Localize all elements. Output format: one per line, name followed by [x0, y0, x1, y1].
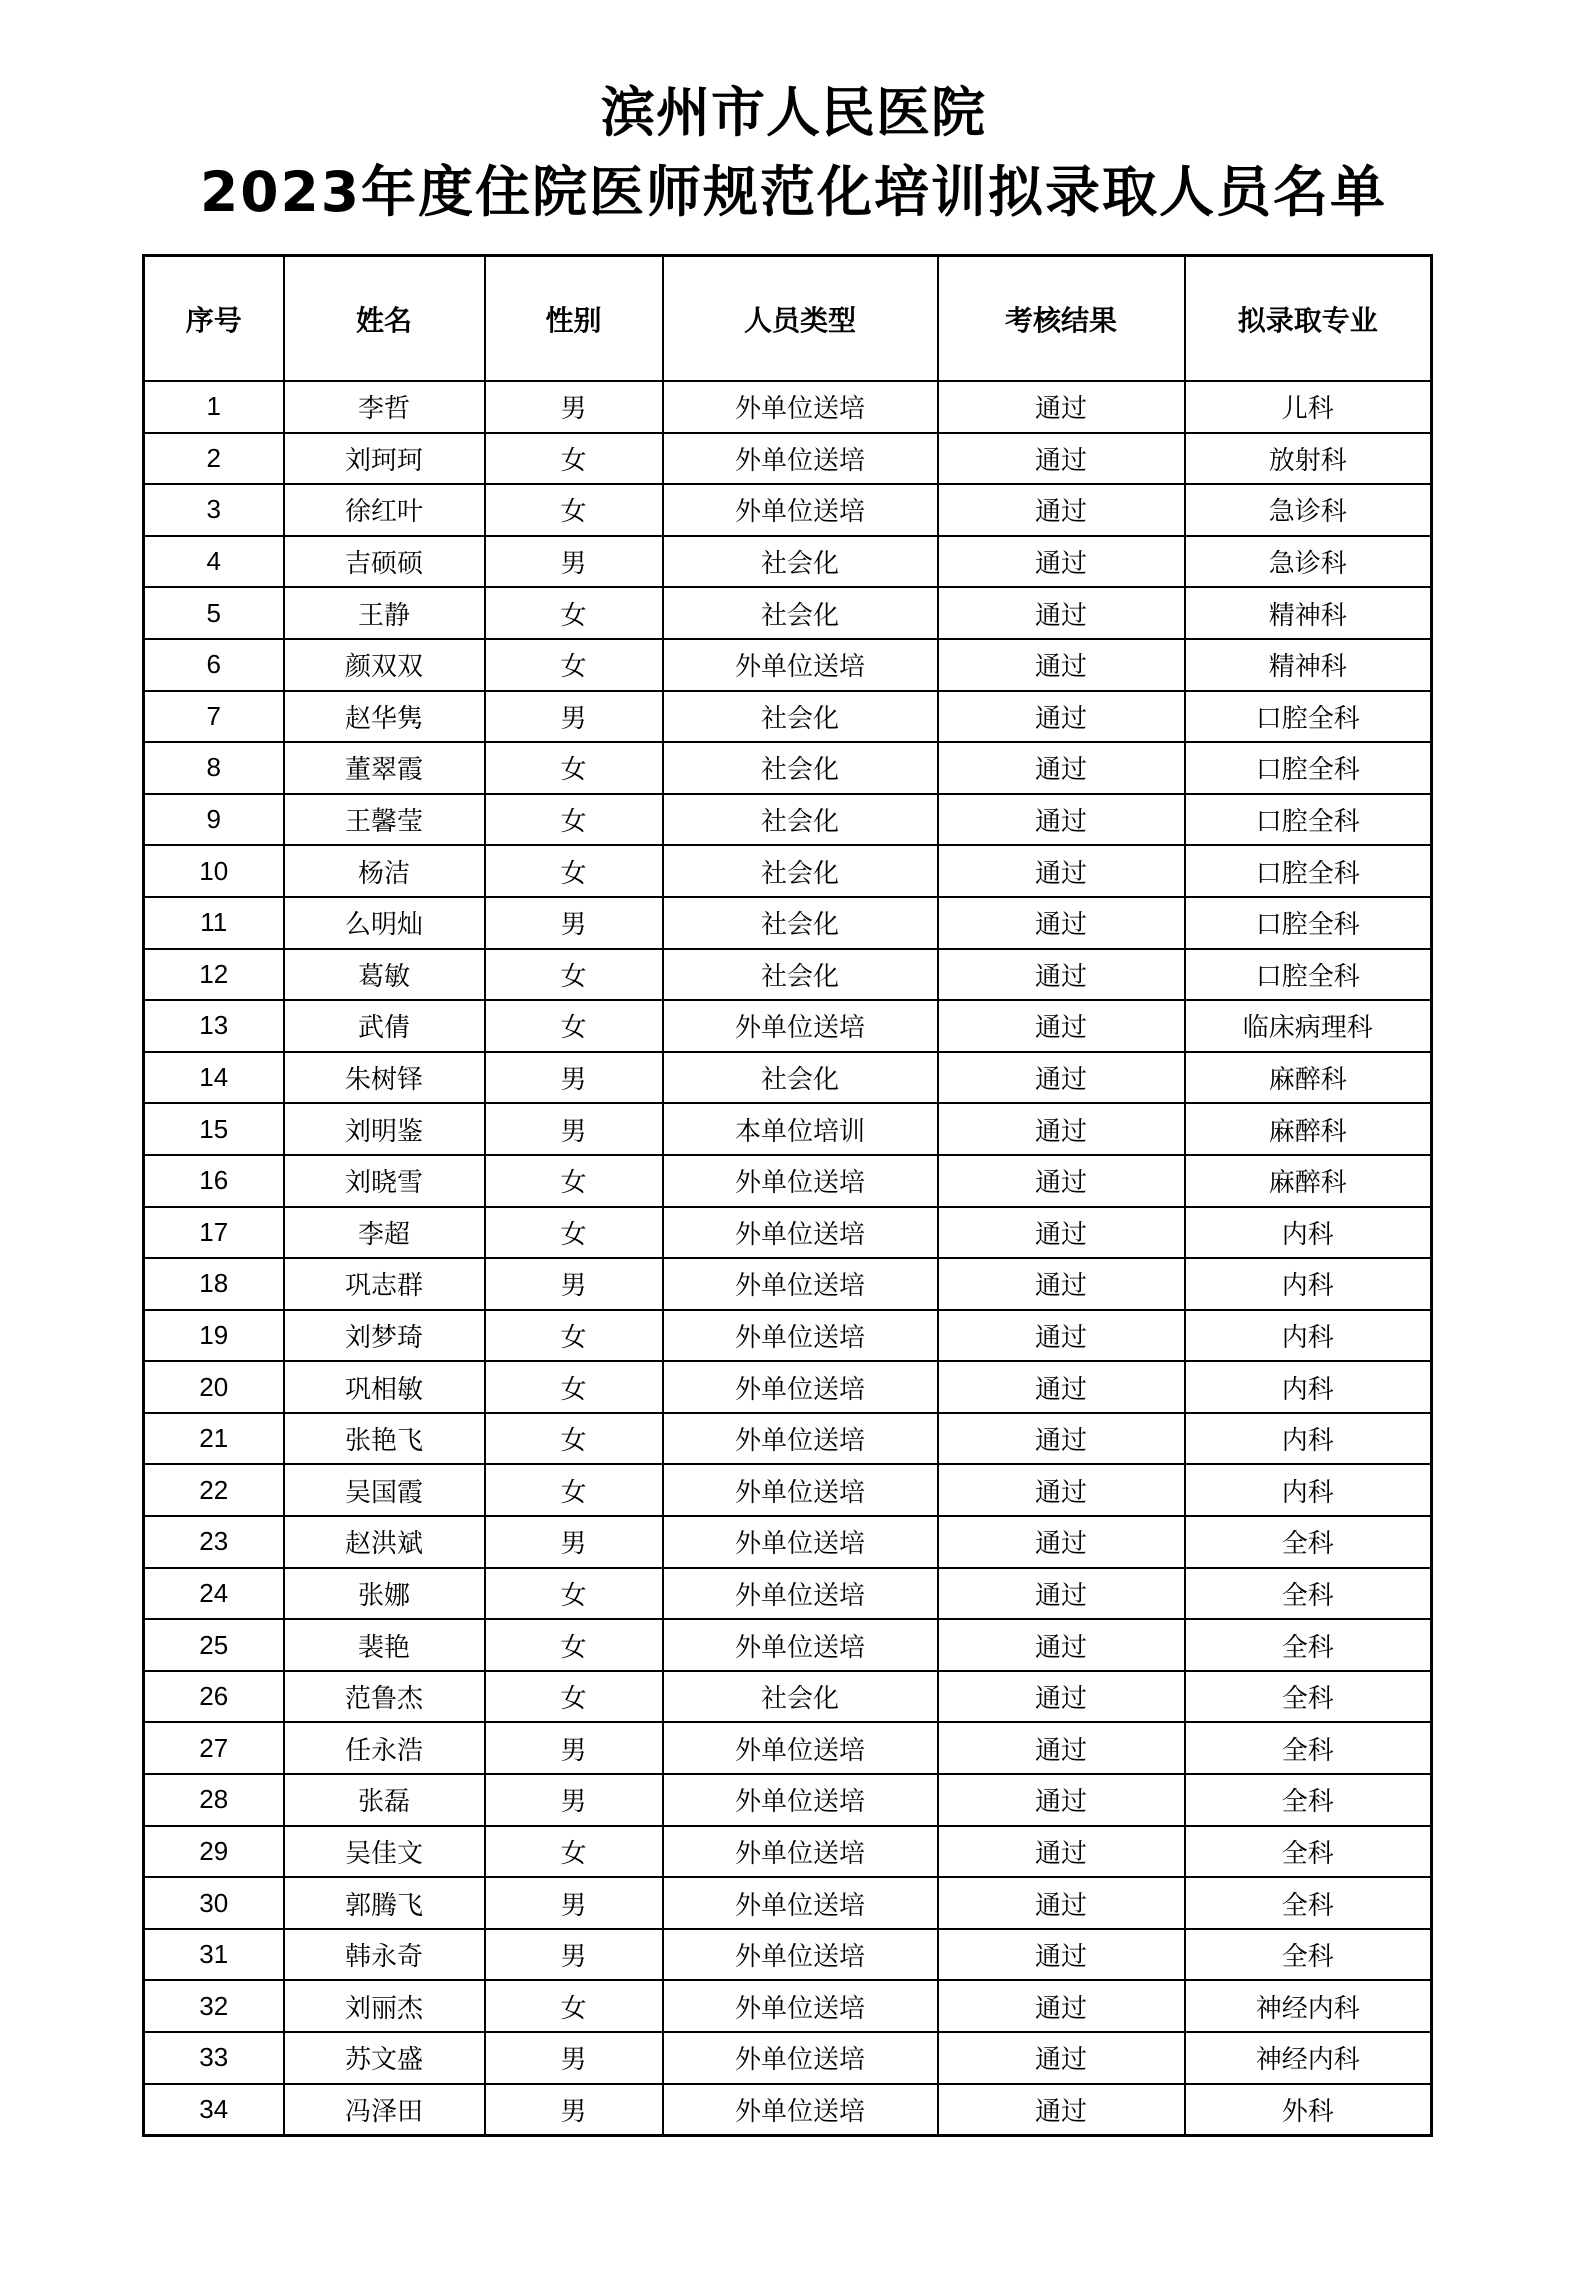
cell-personnel-type: 外单位送培 [663, 484, 938, 536]
table-row [144, 1929, 1432, 1981]
cell-gender: 女 [485, 1826, 663, 1878]
cell-gender: 女 [485, 639, 663, 691]
table-row [144, 1774, 1432, 1826]
cell-specialty: 口腔全科 [1185, 949, 1432, 1001]
cell-gender: 女 [485, 433, 663, 485]
cell-personnel-type: 外单位送培 [663, 381, 938, 433]
cell-index: 8 [144, 742, 284, 794]
cell-index: 34 [144, 2084, 284, 2136]
cell-personnel-type: 社会化 [663, 1671, 938, 1723]
table-row [144, 433, 1432, 485]
cell-index: 18 [144, 1258, 284, 1310]
cell-index: 27 [144, 1722, 284, 1774]
cell-specialty: 内科 [1185, 1361, 1432, 1413]
cell-assessment-result: 通过 [938, 484, 1185, 536]
cell-name: 杨洁 [284, 845, 485, 897]
cell-name: 朱树铎 [284, 1052, 485, 1104]
cell-specialty: 全科 [1185, 1929, 1432, 1981]
cell-name: 巩志群 [284, 1258, 485, 1310]
column-header-specialty: 拟录取专业 [1185, 256, 1432, 382]
cell-specialty: 儿科 [1185, 381, 1432, 433]
cell-index: 25 [144, 1619, 284, 1671]
cell-specialty: 全科 [1185, 1722, 1432, 1774]
header-row [144, 256, 1432, 382]
cell-assessment-result: 通过 [938, 1619, 1185, 1671]
cell-assessment-result: 通过 [938, 536, 1185, 588]
table-row [144, 1826, 1432, 1878]
table-row [144, 794, 1432, 846]
table-row [144, 1722, 1432, 1774]
cell-index: 11 [144, 897, 284, 949]
cell-specialty: 内科 [1185, 1207, 1432, 1259]
cell-index: 32 [144, 1980, 284, 2032]
cell-gender: 女 [485, 1310, 663, 1362]
cell-gender: 男 [485, 1103, 663, 1155]
cell-name: 王静 [284, 587, 485, 639]
table-row [144, 1568, 1432, 1620]
table-row [144, 897, 1432, 949]
cell-personnel-type: 外单位送培 [663, 1207, 938, 1259]
cell-gender: 男 [485, 1722, 663, 1774]
cell-name: 徐红叶 [284, 484, 485, 536]
cell-name: 颜双双 [284, 639, 485, 691]
cell-specialty: 口腔全科 [1185, 691, 1432, 743]
cell-personnel-type: 外单位送培 [663, 1516, 938, 1568]
table-row [144, 691, 1432, 743]
cell-name: 张艳飞 [284, 1413, 485, 1465]
cell-gender: 女 [485, 845, 663, 897]
cell-assessment-result: 通过 [938, 1722, 1185, 1774]
cell-index: 10 [144, 845, 284, 897]
cell-specialty: 全科 [1185, 1568, 1432, 1620]
cell-gender: 男 [485, 2032, 663, 2084]
cell-gender: 男 [485, 1258, 663, 1310]
cell-index: 28 [144, 1774, 284, 1826]
cell-assessment-result: 通过 [938, 1103, 1185, 1155]
cell-personnel-type: 外单位送培 [663, 1464, 938, 1516]
cell-personnel-type: 外单位送培 [663, 1877, 938, 1929]
cell-gender: 男 [485, 897, 663, 949]
cell-specialty: 全科 [1185, 1671, 1432, 1723]
table-row [144, 1413, 1432, 1465]
cell-specialty: 内科 [1185, 1310, 1432, 1362]
cell-assessment-result: 通过 [938, 1568, 1185, 1620]
cell-index: 7 [144, 691, 284, 743]
table-row [144, 845, 1432, 897]
cell-gender: 男 [485, 1516, 663, 1568]
cell-name: 张磊 [284, 1774, 485, 1826]
cell-personnel-type: 外单位送培 [663, 1361, 938, 1413]
cell-index: 19 [144, 1310, 284, 1362]
cell-specialty: 口腔全科 [1185, 845, 1432, 897]
cell-gender: 女 [485, 1207, 663, 1259]
cell-name: 刘明鉴 [284, 1103, 485, 1155]
table-row [144, 1361, 1432, 1413]
cell-assessment-result: 通过 [938, 1826, 1185, 1878]
cell-gender: 女 [485, 949, 663, 1001]
cell-assessment-result: 通过 [938, 691, 1185, 743]
table-row [144, 1464, 1432, 1516]
cell-specialty: 放射科 [1185, 433, 1432, 485]
cell-name: 韩永奇 [284, 1929, 485, 1981]
cell-specialty: 麻醉科 [1185, 1103, 1432, 1155]
cell-personnel-type: 社会化 [663, 897, 938, 949]
cell-index: 26 [144, 1671, 284, 1723]
cell-name: 董翠霞 [284, 742, 485, 794]
cell-specialty: 外科 [1185, 2084, 1432, 2136]
cell-personnel-type: 社会化 [663, 536, 938, 588]
cell-personnel-type: 外单位送培 [663, 1980, 938, 2032]
cell-specialty: 全科 [1185, 1619, 1432, 1671]
cell-name: 刘丽杰 [284, 1980, 485, 2032]
cell-personnel-type: 社会化 [663, 587, 938, 639]
table-row [144, 1619, 1432, 1671]
cell-personnel-type: 社会化 [663, 691, 938, 743]
cell-specialty: 内科 [1185, 1464, 1432, 1516]
cell-specialty: 麻醉科 [1185, 1052, 1432, 1104]
table-row [144, 536, 1432, 588]
cell-personnel-type: 社会化 [663, 1052, 938, 1104]
cell-specialty: 口腔全科 [1185, 794, 1432, 846]
cell-specialty: 精神科 [1185, 587, 1432, 639]
admission-roster-table [142, 254, 1433, 2137]
cell-gender: 女 [485, 587, 663, 639]
cell-personnel-type: 外单位送培 [663, 1774, 938, 1826]
cell-name: 任永浩 [284, 1722, 485, 1774]
cell-assessment-result: 通过 [938, 1155, 1185, 1207]
cell-assessment-result: 通过 [938, 1464, 1185, 1516]
cell-name: 赵华隽 [284, 691, 485, 743]
cell-gender: 女 [485, 1000, 663, 1052]
cell-index: 15 [144, 1103, 284, 1155]
table-row [144, 2032, 1432, 2084]
cell-personnel-type: 外单位送培 [663, 1155, 938, 1207]
cell-specialty: 口腔全科 [1185, 897, 1432, 949]
page-subtitle: 2023年度住院医师规范化培训拟录取人员名单 [199, 160, 1388, 224]
cell-name: 刘晓雪 [284, 1155, 485, 1207]
cell-personnel-type: 外单位送培 [663, 1413, 938, 1465]
cell-assessment-result: 通过 [938, 587, 1185, 639]
table-row [144, 587, 1432, 639]
cell-assessment-result: 通过 [938, 1310, 1185, 1362]
table-row [144, 484, 1432, 536]
cell-index: 24 [144, 1568, 284, 1620]
cell-gender: 女 [485, 1568, 663, 1620]
cell-personnel-type: 本单位培训 [663, 1103, 938, 1155]
cell-specialty: 全科 [1185, 1826, 1432, 1878]
cell-personnel-type: 外单位送培 [663, 1722, 938, 1774]
cell-specialty: 全科 [1185, 1877, 1432, 1929]
cell-personnel-type: 外单位送培 [663, 2032, 938, 2084]
cell-personnel-type: 外单位送培 [663, 639, 938, 691]
cell-name: 郭腾飞 [284, 1877, 485, 1929]
table-row [144, 1516, 1432, 1568]
cell-index: 13 [144, 1000, 284, 1052]
table-row [144, 1155, 1432, 1207]
cell-index: 4 [144, 536, 284, 588]
table-row [144, 381, 1432, 433]
cell-gender: 女 [485, 794, 663, 846]
column-header-name: 姓名 [284, 256, 485, 382]
cell-personnel-type: 外单位送培 [663, 1619, 938, 1671]
cell-gender: 女 [485, 1361, 663, 1413]
cell-assessment-result: 通过 [938, 2032, 1185, 2084]
cell-name: 王馨莹 [284, 794, 485, 846]
cell-assessment-result: 通过 [938, 949, 1185, 1001]
column-header-index: 序号 [144, 256, 284, 382]
cell-name: 么明灿 [284, 897, 485, 949]
table-row [144, 1877, 1432, 1929]
table-body [144, 381, 1432, 2136]
column-header-assessment-result: 考核结果 [938, 256, 1185, 382]
cell-specialty: 临床病理科 [1185, 1000, 1432, 1052]
cell-index: 14 [144, 1052, 284, 1104]
cell-index: 9 [144, 794, 284, 846]
cell-name: 苏文盛 [284, 2032, 485, 2084]
cell-name: 巩相敏 [284, 1361, 485, 1413]
cell-name: 刘珂珂 [284, 433, 485, 485]
cell-name: 李超 [284, 1207, 485, 1259]
cell-index: 17 [144, 1207, 284, 1259]
cell-assessment-result: 通过 [938, 1774, 1185, 1826]
cell-index: 3 [144, 484, 284, 536]
table-row [144, 1310, 1432, 1362]
cell-specialty: 急诊科 [1185, 484, 1432, 536]
cell-specialty: 全科 [1185, 1516, 1432, 1568]
cell-specialty: 麻醉科 [1185, 1155, 1432, 1207]
cell-assessment-result: 通过 [938, 1207, 1185, 1259]
cell-index: 31 [144, 1929, 284, 1981]
cell-name: 武倩 [284, 1000, 485, 1052]
cell-index: 23 [144, 1516, 284, 1568]
page-title: 滨州市人民医院 [601, 80, 986, 144]
cell-name: 吉硕硕 [284, 536, 485, 588]
cell-gender: 女 [485, 1980, 663, 2032]
cell-index: 12 [144, 949, 284, 1001]
cell-name: 范鲁杰 [284, 1671, 485, 1723]
cell-personnel-type: 社会化 [663, 794, 938, 846]
cell-index: 30 [144, 1877, 284, 1929]
table-row [144, 1103, 1432, 1155]
cell-name: 李哲 [284, 381, 485, 433]
cell-index: 33 [144, 2032, 284, 2084]
cell-gender: 女 [485, 484, 663, 536]
cell-assessment-result: 通过 [938, 1258, 1185, 1310]
table-header [144, 256, 1432, 382]
cell-gender: 女 [485, 1464, 663, 1516]
cell-personnel-type: 社会化 [663, 742, 938, 794]
table-row [144, 949, 1432, 1001]
cell-gender: 女 [485, 1671, 663, 1723]
cell-index: 20 [144, 1361, 284, 1413]
cell-gender: 男 [485, 2084, 663, 2136]
cell-assessment-result: 通过 [938, 1929, 1185, 1981]
cell-specialty: 内科 [1185, 1413, 1432, 1465]
cell-personnel-type: 社会化 [663, 845, 938, 897]
cell-specialty: 神经内科 [1185, 1980, 1432, 2032]
cell-gender: 女 [485, 1413, 663, 1465]
cell-assessment-result: 通过 [938, 1877, 1185, 1929]
cell-assessment-result: 通过 [938, 1052, 1185, 1104]
cell-index: 29 [144, 1826, 284, 1878]
cell-assessment-result: 通过 [938, 639, 1185, 691]
table-row [144, 1052, 1432, 1104]
cell-name: 吴国霞 [284, 1464, 485, 1516]
cell-personnel-type: 外单位送培 [663, 1568, 938, 1620]
cell-index: 6 [144, 639, 284, 691]
table-row [144, 1258, 1432, 1310]
table-row [144, 1671, 1432, 1723]
cell-gender: 男 [485, 381, 663, 433]
cell-index: 2 [144, 433, 284, 485]
cell-assessment-result: 通过 [938, 1361, 1185, 1413]
cell-personnel-type: 外单位送培 [663, 1929, 938, 1981]
cell-gender: 男 [485, 536, 663, 588]
cell-gender: 男 [485, 691, 663, 743]
cell-assessment-result: 通过 [938, 1516, 1185, 1568]
cell-assessment-result: 通过 [938, 794, 1185, 846]
cell-name: 裴艳 [284, 1619, 485, 1671]
cell-specialty: 全科 [1185, 1774, 1432, 1826]
cell-index: 1 [144, 381, 284, 433]
cell-specialty: 精神科 [1185, 639, 1432, 691]
column-header-personnel-type: 人员类型 [663, 256, 938, 382]
cell-personnel-type: 外单位送培 [663, 1826, 938, 1878]
cell-assessment-result: 通过 [938, 2084, 1185, 2136]
cell-specialty: 内科 [1185, 1258, 1432, 1310]
cell-assessment-result: 通过 [938, 845, 1185, 897]
table-row [144, 1000, 1432, 1052]
cell-assessment-result: 通过 [938, 1413, 1185, 1465]
cell-name: 吴佳文 [284, 1826, 485, 1878]
cell-index: 16 [144, 1155, 284, 1207]
cell-specialty: 口腔全科 [1185, 742, 1432, 794]
cell-index: 22 [144, 1464, 284, 1516]
cell-index: 5 [144, 587, 284, 639]
column-header-gender: 性别 [485, 256, 663, 382]
cell-gender: 男 [485, 1774, 663, 1826]
cell-assessment-result: 通过 [938, 1671, 1185, 1723]
cell-gender: 男 [485, 1929, 663, 1981]
cell-assessment-result: 通过 [938, 1980, 1185, 2032]
cell-assessment-result: 通过 [938, 1000, 1185, 1052]
cell-gender: 女 [485, 742, 663, 794]
cell-assessment-result: 通过 [938, 897, 1185, 949]
cell-specialty: 神经内科 [1185, 2032, 1432, 2084]
cell-personnel-type: 社会化 [663, 949, 938, 1001]
cell-gender: 男 [485, 1877, 663, 1929]
table-row [144, 639, 1432, 691]
cell-personnel-type: 外单位送培 [663, 433, 938, 485]
cell-personnel-type: 外单位送培 [663, 1258, 938, 1310]
cell-name: 赵洪斌 [284, 1516, 485, 1568]
cell-personnel-type: 外单位送培 [663, 1310, 938, 1362]
table-row [144, 1980, 1432, 2032]
cell-name: 张娜 [284, 1568, 485, 1620]
cell-gender: 女 [485, 1619, 663, 1671]
cell-specialty: 急诊科 [1185, 536, 1432, 588]
cell-personnel-type: 外单位送培 [663, 1000, 938, 1052]
cell-name: 葛敏 [284, 949, 485, 1001]
cell-index: 21 [144, 1413, 284, 1465]
table-row [144, 2084, 1432, 2136]
cell-assessment-result: 通过 [938, 433, 1185, 485]
table-row [144, 742, 1432, 794]
cell-assessment-result: 通过 [938, 381, 1185, 433]
cell-name: 冯泽田 [284, 2084, 485, 2136]
cell-gender: 女 [485, 1155, 663, 1207]
cell-gender: 男 [485, 1052, 663, 1104]
cell-assessment-result: 通过 [938, 742, 1185, 794]
cell-name: 刘梦琦 [284, 1310, 485, 1362]
table-row [144, 1207, 1432, 1259]
cell-personnel-type: 外单位送培 [663, 2084, 938, 2136]
